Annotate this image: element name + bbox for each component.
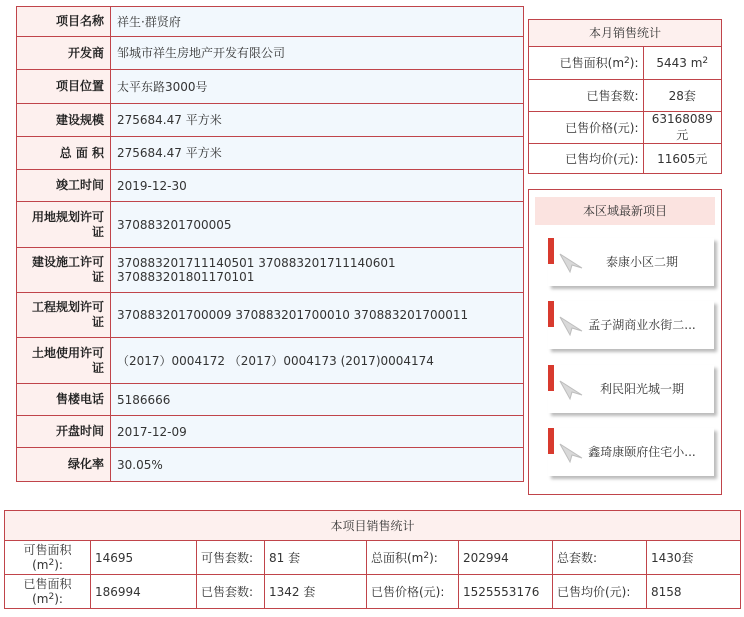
latest-project-name: 孟子湖商业水街二... (588, 318, 696, 332)
table-row (17, 170, 524, 202)
total-count-label: 总套数: (553, 541, 647, 575)
table-row (5, 575, 741, 609)
table-row (17, 248, 524, 293)
available-area-label: 可售面积 $(m^2)$: (5, 541, 91, 575)
info-value: 370883201700009 370883201700010 370883201700011 (111, 293, 524, 338)
sold-area-label: 已售面积$(m^2)$: (529, 47, 643, 79)
total-area-value: 202994 (459, 541, 553, 575)
table-row (17, 338, 524, 384)
available-count-value: 81 套 (265, 541, 367, 575)
table-row (17, 384, 524, 416)
red-marker-icon (548, 238, 554, 264)
table-row (17, 70, 524, 104)
latest-projects-title: 本区域最新项目 (535, 197, 715, 225)
info-value: 邹城市祥生房地产开发有限公司 (111, 37, 524, 70)
avg-price-label: 已售均价(元): (553, 575, 647, 609)
sold-area-label: 已售面积 $(m^2)$: (5, 575, 91, 609)
red-marker-icon (548, 301, 554, 327)
latest-project-name: 泰康小区二期 (605, 255, 678, 269)
latest-projects-panel (528, 189, 722, 495)
avg-price-label: 已售均价(元): (529, 143, 643, 173)
info-label: 建设规模 (17, 104, 111, 137)
info-label: 工程规划许可证 (17, 293, 111, 338)
sold-count-label: 已售套数: (197, 575, 265, 609)
project-sales-table (4, 510, 741, 609)
total-area-label: 总面积$(m^2)$: (367, 541, 459, 575)
info-label: 开盘时间 (17, 416, 111, 448)
sold-count-label: 已售套数: (529, 79, 643, 111)
info-value: 370883201700005 (111, 202, 524, 248)
info-label: 竣工时间 (17, 170, 111, 202)
info-label: 项目位置 (17, 70, 111, 104)
sold-area-value: 186994 (91, 575, 197, 609)
info-value: 275684.47 平方米 (111, 137, 524, 170)
info-label: 绿化率 (17, 448, 111, 482)
info-label: 土地使用许可证 (17, 338, 111, 384)
info-value: 2017-12-09 (111, 416, 524, 448)
table-row (17, 7, 524, 37)
info-value: 30.05% (111, 448, 524, 482)
latest-project-item[interactable] (548, 428, 714, 476)
info-label: 开发商 (17, 37, 111, 70)
available-area-value: 14695 (91, 541, 197, 575)
sold-count-value: 28套 (643, 79, 721, 111)
available-count-label: 可售套数: (197, 541, 265, 575)
table-row (17, 104, 524, 137)
latest-project-item[interactable] (548, 301, 714, 349)
info-value: （2017）0004172 （2017）0004173 (2017)0004174 (111, 338, 524, 384)
sold-count-value: 1342 套 (265, 575, 367, 609)
red-marker-icon (548, 365, 554, 391)
info-label: 项目名称 (17, 7, 111, 37)
latest-project-name: 鑫琦康颐府住宅小... (588, 445, 696, 459)
info-value: 5186666 (111, 384, 524, 416)
latest-project-item[interactable] (548, 238, 714, 286)
project-info-table (16, 6, 524, 482)
info-value: 275684.47 平方米 (111, 104, 524, 137)
avg-price-value: 8158 (647, 575, 741, 609)
latest-project-item[interactable] (548, 365, 714, 413)
info-label: 建设施工许可证 (17, 248, 111, 293)
info-label: 总 面 积 (17, 137, 111, 170)
red-marker-icon (548, 428, 554, 454)
table-row (17, 416, 524, 448)
table-row (17, 202, 524, 248)
table-row (17, 37, 524, 70)
sold-price-label: 已售价格(元): (367, 575, 459, 609)
sold-area-value: 5443 $m^2$ (643, 47, 721, 79)
info-value: 祥生·群贤府 (111, 7, 524, 37)
info-label: 用地规划许可证 (17, 202, 111, 248)
avg-price-value: 11605元 (657, 151, 708, 166)
sold-price-label: 已售价格(元): (529, 111, 643, 143)
table-row (17, 137, 524, 170)
info-value: 370883201711140501 370883201711140601 370883201801170101 (111, 248, 524, 293)
info-value: 太平东路3000号 (111, 70, 524, 104)
sold-price-value: 63168089元 (643, 111, 721, 143)
info-value: 2019-12-30 (111, 170, 524, 202)
info-label: 售楼电话 (17, 384, 111, 416)
total-count-value: 1430套 (647, 541, 741, 575)
monthly-sales-panel (528, 19, 722, 174)
table-row (5, 541, 741, 575)
table-row (17, 293, 524, 338)
project-sales-title: 本项目销售统计 (5, 511, 741, 541)
monthly-sales-title: 本月销售统计 (529, 20, 721, 47)
table-row (17, 448, 524, 482)
sold-price-value: 1525553176 (459, 575, 553, 609)
latest-project-name: 利民阳光城一期 (599, 382, 684, 396)
